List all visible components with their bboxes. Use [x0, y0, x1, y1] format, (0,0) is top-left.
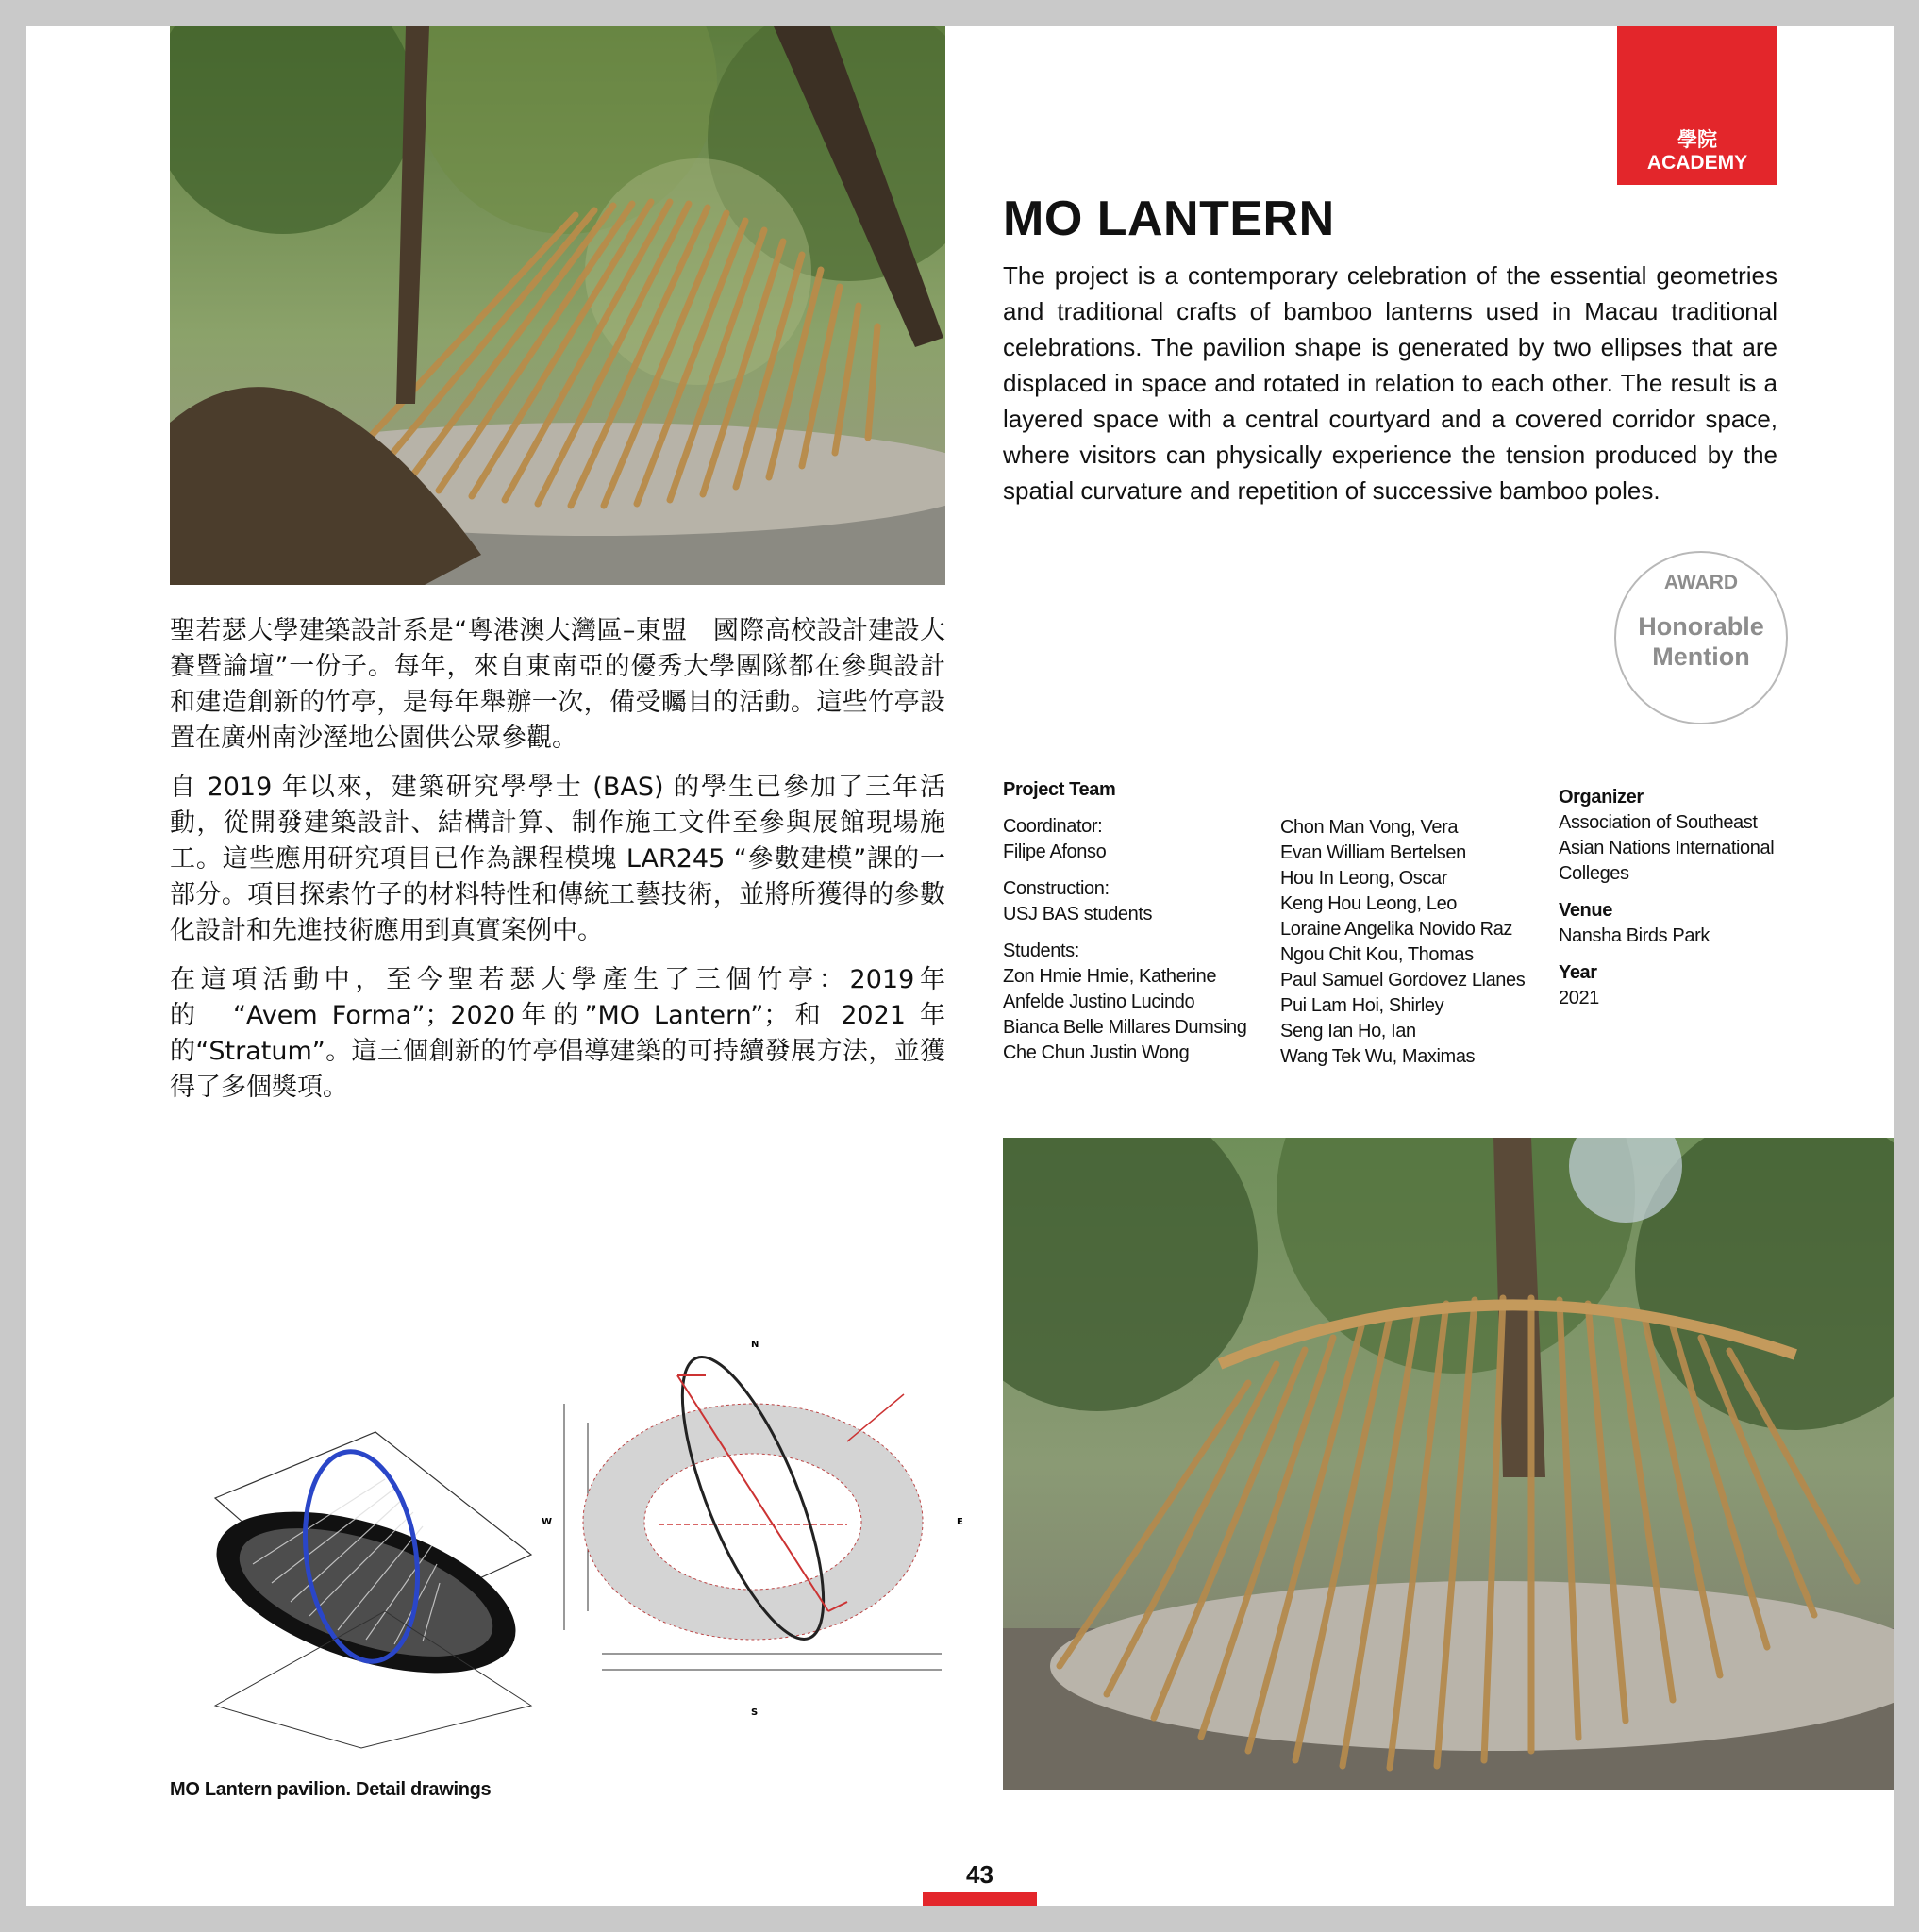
organizer-line: Asian Nations International [1559, 838, 1775, 858]
north-label: N [751, 1340, 759, 1350]
venue-label: Venue [1559, 900, 1612, 921]
student-name: Paul Samuel Gordovez Llanes [1280, 970, 1526, 991]
construction-label: Construction: [1003, 878, 1110, 899]
student-name: Anfelde Justino Lucindo [1003, 991, 1195, 1012]
chinese-paragraph: 聖若瑟大學建築設計系是“粵港澳大灣區–東盟 國際高校設計建設大賽暨論壇”一份子。每年，來自東南亞的優秀大學團隊都在參與設計和建造創新的竹亭，是每年舉辦一次，備受矚目的活動。這些竹亭設置在廣州南沙溼地公園供公眾參觀。 [170, 616, 945, 753]
award-stamp [1614, 551, 1788, 724]
credits-col-3 [1559, 785, 1804, 1011]
student-name: Pui Lam Hoi, Shirley [1280, 995, 1444, 1016]
chinese-paragraph: 自 2019 年以來，建築研究學學士 (BAS) 的學生已參加了三年活動，從開發建築設計、結構計算、制作施工文件至參與展館現場施工。這些應用研究項目已作為課程模塊 LAR245 “參數建模”課的一部分。項目探索竹子的材料特性和傳統工藝技術，並將所獲得的參數化設計和先進技術應用到真實案例中。 [170, 773, 945, 945]
award-value: Honorable Mention [1638, 612, 1764, 671]
student-name: Zon Hmie Hmie, Katherine [1003, 966, 1217, 987]
badge-en: ACADEMY [1646, 152, 1748, 174]
page [26, 26, 1894, 1906]
construction-value: USJ BAS students [1003, 904, 1153, 924]
page-number: 43 [966, 1860, 993, 1889]
chinese-body [170, 613, 945, 1119]
student-name: Loraine Angelika Novido Raz [1280, 919, 1513, 940]
student-name: Bianca Belle Millares Dumsing [1003, 1017, 1247, 1038]
intro-paragraph: The project is a contemporary celebration of the essential geometries and traditional crafts of bamboo lanterns used in Macau traditional celebrations. The pavilion shape is generated by two ellipses that are displaced in space and rotated in relation to each other. The result is a layered space with a central courtyard and a covered corridor space, where visitors can physically experience the tension produced by the spatial curvature and repetition of successive bamboo poles. [1003, 261, 1777, 505]
figure-caption: MO Lantern pavilion. Detail drawings [170, 1779, 492, 1800]
south-label: S [751, 1707, 759, 1718]
students-label: Students: [1003, 941, 1079, 961]
student-name: Ngou Chit Kou, Thomas [1280, 944, 1474, 965]
page-number-bar [923, 1892, 1037, 1906]
west-label: W [542, 1517, 553, 1527]
coordinator-name: Filipe Afonso [1003, 841, 1107, 862]
east-label: E [957, 1517, 963, 1527]
plan-drawing [517, 1319, 970, 1724]
student-name: Chon Man Vong, Vera [1280, 817, 1459, 838]
credits-col-1 [1003, 777, 1277, 1066]
student-name: Keng Hou Leong, Leo [1280, 893, 1458, 914]
credits-col-2 [1280, 815, 1559, 1070]
chinese-paragraph: 在這項活動中，至今聖若瑟大學產生了三個竹亭：2019年的 “Avem Forma”；2020年的”MO Lantern”；和 2021 年的“Stratum”。這三個創新的竹亭倡導建築的可持續發展方法，並獲得了多個獎項。 [170, 965, 945, 1102]
award-label: AWARD [1663, 572, 1739, 593]
student-name: Wang Tek Wu, Maximas [1280, 1046, 1476, 1067]
organizer-label: Organizer [1559, 787, 1644, 808]
student-name: Hou In Leong, Oscar [1280, 868, 1447, 889]
student-name: Evan William Bertelsen [1280, 842, 1466, 863]
organizer-line: Association of Southeast [1559, 812, 1758, 833]
venue-value: Nansha Birds Park [1559, 925, 1710, 946]
pavilion-photo-bottom [1003, 1138, 1894, 1790]
project-team-heading: Project Team [1003, 779, 1116, 800]
student-name: Seng Ian Ho, Ian [1280, 1021, 1416, 1041]
organizer-line: Colleges [1559, 863, 1629, 884]
year-value: 2021 [1559, 988, 1599, 1008]
pavilion-photo-top [170, 26, 945, 585]
axonometric-drawing [196, 1423, 536, 1753]
academy-badge [1617, 26, 1777, 185]
page-title: MO LANTERN [1003, 192, 1335, 246]
student-name: Che Chun Justin Wong [1003, 1042, 1190, 1063]
badge-zh: 學院 [1677, 129, 1717, 151]
year-label: Year [1559, 962, 1597, 983]
coordinator-label: Coordinator: [1003, 816, 1103, 837]
